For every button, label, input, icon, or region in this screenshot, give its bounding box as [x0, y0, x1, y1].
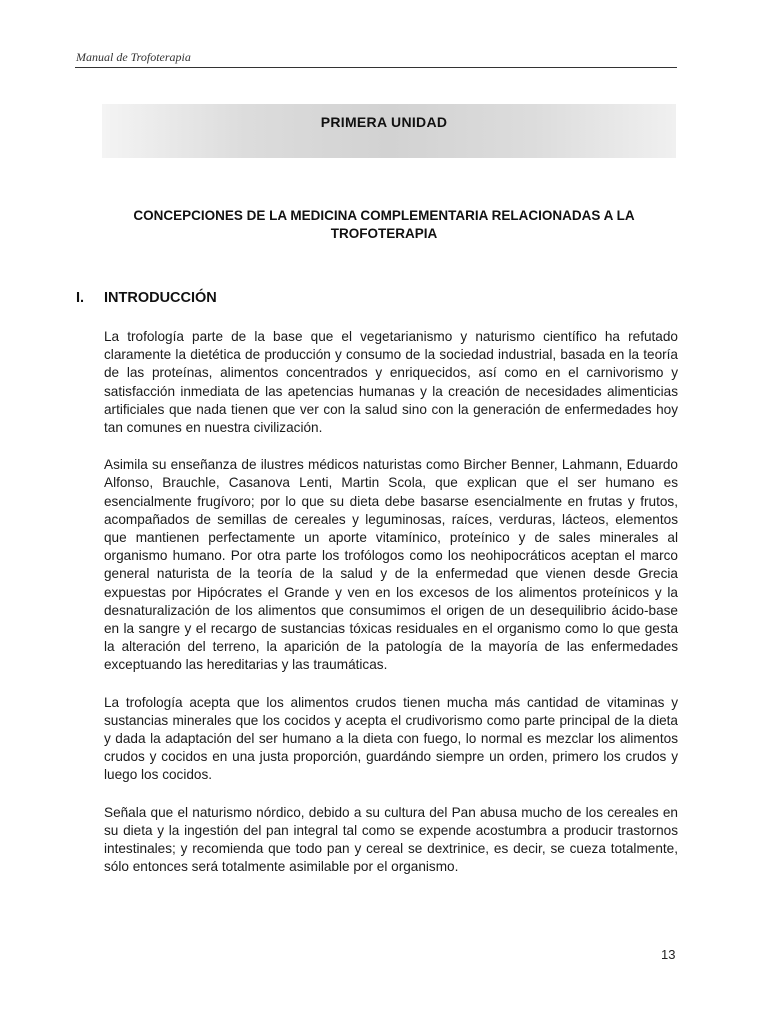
paragraph-2: Asimila su enseñanza de ilustres médicos naturistas como Bircher Benner, Lahmann, Eduardo Alfonso, Brauchle, Casanova Lenti, Martin Scola, que explican que el ser humano es esencialmente frugívoro; por lo que su dieta debe basarse esencialmente en frutas y frutos, acompañados de semillas de cereales y leguminosas, raíces, verduras, lácteos, elementos que mantienen perfectamente un aporte vitamínico, proteínico y de sales minerales al organismo humano. Por otra parte los trofólogos como los neohipocráticos aceptan el marco general naturista de la teoría de la salud y de la enfermedad que vienen desde Grecia expuestas por Hipócrates el Grande y ven en los excesos de los alimentos proteínicos y la desnaturalización de los alimentos que consumimos el origen de un desequilibrio ácido-base en la sangre y el recargo de sustancias tóxicas residuales en el organismo como lo que gesta la alteración del terreno, la aparición de la patología de la mayoría de las enfermedades exceptuando las hereditarias y las traumáticas. [104, 457, 678, 673]
paragraph-1: La trofología parte de la base que el vegetarianismo y naturismo científico ha refutado claramente la dietética de producción y consumo de la sociedad industrial, basada en la teoría de las proteínas, alimentos concentrados y enriquecidos, así como en el carnivorismo y satisfacción inmediata de las apetencias humanas y la creación de necesidades alimenticias artificiales que nada tienen que ver con la salud sino con la generación de enfermedades hoy tan comunes en nuestra civilización. [104, 329, 678, 436]
paragraph-3: La trofología acepta que los alimentos crudos tienen mucha más cantidad de vitaminas y sustancias minerales que los cocidos y acepta el crudivorismo como parte principal de la dieta y dada la adaptación del ser humano a la dieta con fuego, lo normal es mezclar los alimentos crudos y cocidos en una justa proporción, guardándo siempre un orden, primero los crudos y luego los cocidos. [104, 694, 678, 783]
page-number: 13 [661, 947, 676, 962]
chapter-title-line-1: CONCEPCIONES DE LA MEDICINA COMPLEMENTARIA RELACIONADAS A LA [133, 208, 635, 223]
body-text [104, 328, 678, 895]
running-header: Manual de Trofoterapia [76, 50, 191, 64]
chapter-title [84, 207, 684, 243]
header-rule [75, 67, 677, 68]
chapter-title-line-2: TROFOTERAPIA [330, 226, 438, 241]
unit-banner [102, 104, 676, 158]
section-heading [76, 290, 217, 306]
section-title: INTRODUCCIÓN [104, 290, 217, 306]
unit-title: PRIMERA UNIDAD [320, 114, 448, 130]
section-number: I. [76, 290, 85, 306]
paragraph-4: Señala que el naturismo nórdico, debido a su cultura del Pan abusa mucho de los cereales en su dieta y la ingestión del pan integral tal como se expende acostumbra a producir trastornos intestinales; y recomienda que todo pan y cereal se dextrinice, es decir, se cueza totalmente, sólo entonces será totalmente asimilable por el organismo. [104, 804, 678, 875]
